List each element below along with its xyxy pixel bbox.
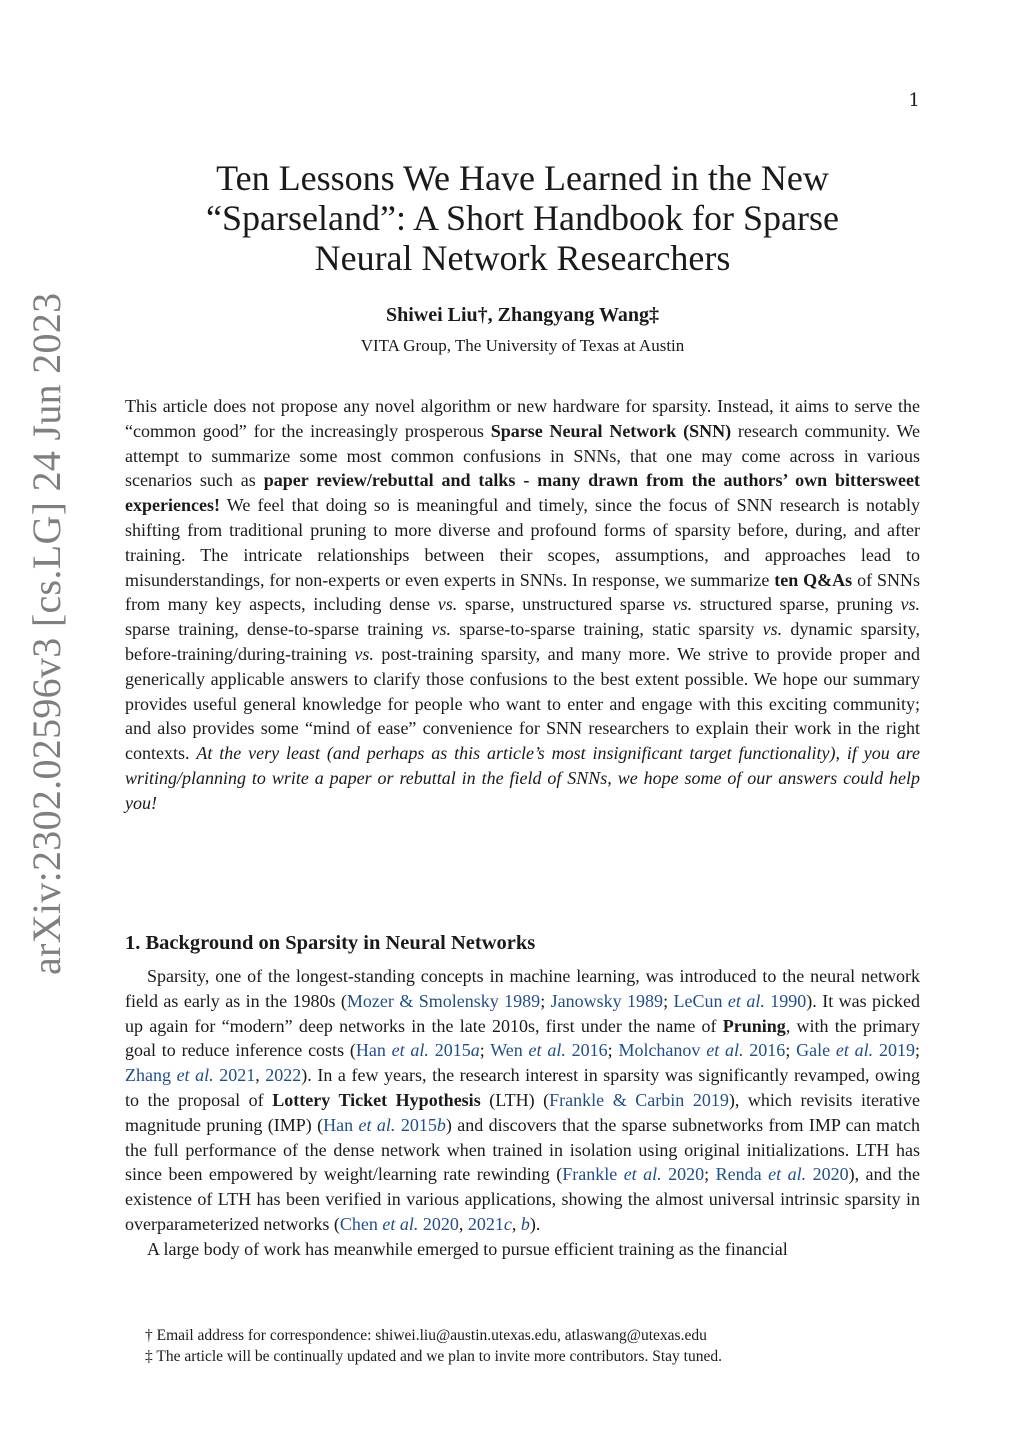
citation-author: Frankle (562, 1164, 624, 1185)
body-text: ; (663, 990, 674, 1011)
abstract-vs: vs. (437, 594, 458, 615)
abstract-vs: vs. (354, 643, 374, 664)
section-body-background (125, 964, 920, 1262)
abstract-text: This article does not propose any novel algorithm or new hardware for sparsity. Instead, it aims to serve the “common good” for the increasingly prosperous (125, 396, 920, 441)
citation-etal: et al. (528, 1040, 566, 1061)
citation-year: 2016 (565, 1040, 608, 1061)
body-text: , with the primary goal to reduce inference costs ( (125, 1015, 920, 1061)
abstract-text: research community. We attempt to summarize some most common confusions in SNNs, that one may come across in various scenarios such as (125, 420, 920, 491)
citation-etal: et al. (358, 1114, 396, 1135)
body-text: , (511, 1213, 521, 1234)
title-line-2: “Sparseland”: A Short Handbook for Sparse (206, 198, 839, 238)
citation-author: Zhang (125, 1065, 177, 1086)
title-line-3: Neural Network Researchers (314, 238, 731, 278)
body-text: ), and the existence of LTH has been verified in various applications, showing the almost universal intrinsic sparsity in overparameterized networks ( (125, 1164, 921, 1234)
affiliation: VITA Group, The University of Texas at Austin (360, 336, 685, 355)
body-text: ). (529, 1213, 541, 1234)
body-text: ; (540, 990, 551, 1011)
citation-author: Han (355, 1040, 392, 1061)
citation-link[interactable] (674, 991, 807, 1011)
abstract-emphasis: Sparse Neural Network (SNN) (490, 420, 732, 441)
citation-author: Han (323, 1114, 359, 1135)
citation-link[interactable] (490, 1040, 607, 1060)
body-text: ) and discovers that the sparse subnetworks from IMP can match the full performance of the dense network when trained in isolation using original initializations. LTH has since been empowered by weight/learning rate rewinding ( (125, 1114, 921, 1185)
citation-author: LeCun (673, 990, 728, 1011)
arxiv-identifier-stamp: arXiv:2302.02596v3 [cs.LG] 24 Jun 2023 (24, 292, 69, 975)
citation-suffix: a (470, 1040, 480, 1061)
citation-year: 1990 (764, 990, 807, 1011)
citation-etal: et al. (768, 1164, 807, 1185)
citation-year: 2020 (418, 1213, 459, 1234)
abstract-text: of SNNs from many key aspects, including dense (125, 569, 920, 615)
citation-etal: et al. (706, 1040, 744, 1061)
paragraph-1 (125, 964, 920, 1237)
abstract-text: post-training sparsity, and many more. We strive to provide proper and generically applicable answers to clarify those confusions to the best extent possible. We hope our summary provides useful general knowledge for people who want to enter and engage with this exciting community; and also provides some “mind of ease” convenience for SNN researchers to explain their work in the right contexts. (125, 643, 920, 764)
section-heading-background: 1. Background on Sparsity in Neural Networks (125, 932, 536, 954)
abstract-text: dynamic sparsity, before-training/during-training (125, 619, 920, 664)
abstract-emphasis: paper review/rebuttal and talks - many drawn from the authors’ own bittersweet experiences! (125, 470, 920, 516)
citation-author: Molchanov (618, 1040, 707, 1061)
citation-etal: et al. (623, 1164, 662, 1185)
citation-etal: et al. (391, 1040, 429, 1061)
body-text: Sparsity, one of the longest-standing concepts in machine learning, was introduced to the neural network field as early as in the 1980s ( (125, 966, 920, 1011)
abstract-vs: vs. (900, 594, 920, 615)
citation-link[interactable] (618, 1040, 785, 1060)
body-text: ; (479, 1040, 491, 1061)
body-text: ). It was picked up again for “modern” deep networks in the late 2010s, first under the name of (125, 990, 921, 1036)
body-text: ), which revisits iterative magnitude pruning (IMP) ( (125, 1089, 920, 1135)
citation-etal: et al. (382, 1213, 419, 1234)
footnote-update: ‡ The article will be continually updated and we plan to invite more contributors. Stay tuned. (145, 1348, 722, 1365)
citation-author: Gale (796, 1040, 836, 1061)
abstract-text: sparse training, dense-to-sparse training (125, 619, 432, 640)
abstract-vs: vs. (431, 619, 451, 640)
citation-link[interactable] (323, 1115, 446, 1135)
citation-etal: et al. (835, 1040, 874, 1061)
abstract-text: sparse, unstructured sparse (457, 594, 673, 615)
citation-suffix: c (503, 1213, 512, 1234)
citation-etal: et al. (176, 1065, 214, 1086)
title-line-1: Ten Lessons We Have Learned in the New (216, 158, 829, 198)
page-number: 1 (908, 90, 920, 111)
citation-link[interactable]: Frankle & Carbin 2019 (549, 1089, 729, 1110)
abstract (125, 394, 920, 816)
citation-link[interactable] (125, 1065, 255, 1085)
footnote-email: † Email address for correspondence: shiwei.liu@austin.utexas.edu, atlaswang@utexas.edu (145, 1327, 707, 1344)
citation-year: 2016 (743, 1040, 786, 1061)
author-list: Shiwei Liu†, Zhangyang Wang‡ (385, 304, 660, 326)
citation-suffix: b (436, 1114, 446, 1135)
citation-year: 2015 (395, 1114, 437, 1135)
citation-etal: et al. (727, 990, 765, 1011)
citation-link[interactable] (796, 1040, 915, 1060)
citation-year: 2021 (213, 1065, 256, 1086)
citation-link[interactable] (356, 1040, 480, 1060)
abstract-closing-italic: At the very least (and perhaps as this article’s most insignificant target functionality), if you are writing/planning to write a paper or rebuttal in the field of SNNs, we hope some of our answers could help you! (125, 743, 920, 813)
footnotes (145, 1325, 925, 1367)
citation-author: Chen (339, 1213, 383, 1234)
abstract-text: We feel that doing so is meaningful and timely, since the focus of SNN research is notably shifting from traditional pruning to more diverse and profound forms of sparsity before, during, and after training. The intricate relationships between their scopes, assumptions, and approaches lead to misunderstandings, for non-experts or even experts in SNNs. In response, we summarize (125, 495, 920, 590)
paper-title (125, 158, 920, 278)
citation-link[interactable]: b (520, 1213, 530, 1234)
body-emphasis: Lottery Ticket Hypothesis (272, 1089, 481, 1110)
paragraph-2: A large body of work has meanwhile emerged to pursue efficient training as the financial (147, 1238, 788, 1259)
abstract-emphasis: ten Q&As (774, 569, 853, 590)
citation-link[interactable] (468, 1214, 512, 1234)
citation-year: 2020 (806, 1164, 849, 1185)
citation-year: 2020 (661, 1164, 705, 1185)
abstract-text: sparse-to-sparse training, static sparsity (450, 619, 763, 640)
citation-year: 2015 (428, 1040, 471, 1061)
abstract-vs: vs. (672, 594, 693, 615)
body-text: , (255, 1065, 266, 1086)
citation-author: Renda (715, 1164, 769, 1185)
citation-link[interactable]: Janowsky 1989 (550, 990, 664, 1011)
body-text: ; (704, 1164, 716, 1185)
citation-year: 2021 (467, 1213, 504, 1234)
body-text: ; (607, 1040, 619, 1061)
body-text: ). In a few years, the research interest in sparsity was significantly revamped, owing to the proposal of (125, 1065, 921, 1110)
body-text: ; (914, 1040, 920, 1061)
abstract-vs: vs. (762, 619, 783, 640)
citation-link[interactable]: 2022 (265, 1065, 302, 1086)
citation-year: 2019 (873, 1040, 915, 1061)
body-emphasis: Pruning (722, 1015, 786, 1036)
abstract-text: structured sparse, pruning (692, 594, 901, 615)
citation-link[interactable] (340, 1214, 459, 1234)
citation-link[interactable] (716, 1164, 849, 1184)
citation-link[interactable]: Mozer & Smolensky 1989 (346, 990, 541, 1011)
body-text: (LTH) ( (480, 1089, 550, 1110)
body-text: , (458, 1213, 468, 1234)
body-text: ; (785, 1040, 797, 1061)
citation-author: Wen (490, 1040, 529, 1061)
citation-link[interactable] (562, 1164, 704, 1184)
